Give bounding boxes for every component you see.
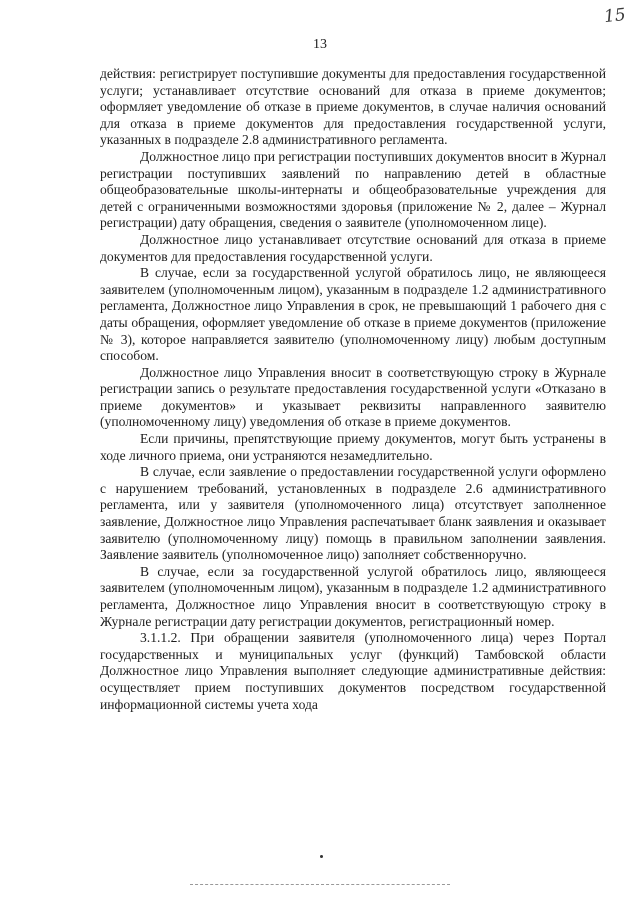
paragraph-application-errors: В случае, если заявление о предоставлении государственной услуги оформлено с нарушением требований, установленных в подразделе 2.6 административного регламента, или у заявителя (уполномоченного лица) отсутствует заполненное заявление, Должностное лицо Управления распечатывает бланк заявления и оказывает заявителю (уполномоченному лицу) помощь в правильном заполнении заявления. Заявление заявитель (уполномоченное лицо) заполняет собственноручно. — [100, 464, 606, 563]
paragraph-refusal-record: Должностное лицо Управления вносит в соответствующую строку в Журнале регистрации запись о результате предоставления государственной услуги «Отказано в приеме документов» и указывает реквизиты направленного заявителю (уполномоченному лицу) уведомления об отказе в приеме документов. — [100, 364, 606, 430]
paragraph-no-refusal-grounds: Должностное лицо устанавливает отсутствие оснований для отказа в приеме документов для предоставления государственной услуги. — [100, 231, 606, 264]
page-number: 13 — [313, 37, 327, 52]
document-body — [100, 66, 606, 713]
handwritten-page-mark: 15 — [603, 4, 627, 28]
paragraph-applicant-registration: В случае, если за государственной услугой обратилось лицо, являющееся заявителем (уполномоченным лицом), указанным в подразделе 1.2 административного регламента, Должностное лицо Управления вносит в соответствующую строку в Журнале регистрации дату регистрации документов, регистрационный номер. — [100, 563, 606, 629]
paragraph-non-applicant: В случае, если за государственной услугой обратилось лицо, не являющееся заявителем (уполномоченным лицом), указанным в подразделе 1.2 административного регламента, Должностное лицо Управления в срок, не превышающий 1 рабочего дня с даты обращения, оформляет уведомление об отказе в приеме документов (приложение № 3), которое направляется заявителю (уполномоченному лицу) любым доступным способом. — [100, 265, 606, 364]
paragraph-registration-journal: Должностное лицо при регистрации поступивших документов вносит в Журнал регистрации поступивших заявлений по направлению детей в областные общеобразовательные школы-интернаты и общеобразовательные учреждения для детей с ограниченными возможностями здоровья (приложение № 2, далее – Журнал регистрации) дату обращения, сведения о заявителе (уполномоченном лице). — [100, 148, 606, 231]
paragraph-obstacles: Если причины, препятствующие приему документов, могут быть устранены в ходе личного приема, они устраняются незамедлительно. — [100, 431, 606, 463]
paragraph-actions: действия: регистрирует поступившие документы для предоставления государственной услуги; устанавливает отсутствие оснований для отказа в приеме документов; оформляет уведомление об отказе в приеме документов, в случае наличия оснований для отказа в приеме документов для предоставления государственной услуги, указанных в подразделе 2.8 административного регламента. — [100, 66, 606, 148]
footer-scan-artifact — [190, 884, 450, 885]
paragraph-portal-request: 3.1.1.2. При обращении заявителя (уполномоченного лица) через Портал государственных и муниципальных услуг (функций) Тамбовской области Должностное лицо Управления выполняет следующие административные действия: осуществляет прием поступивших документов посредством государственной информационной системы учета хода — [100, 630, 606, 712]
scan-dot — [320, 855, 323, 858]
